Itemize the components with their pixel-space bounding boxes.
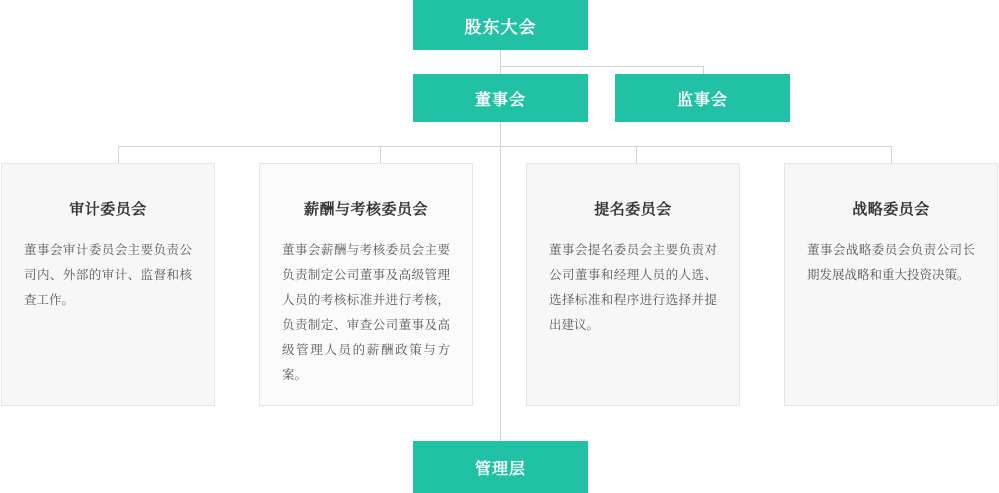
connector-committee-4-drop [891, 146, 892, 163]
committee-card-audit[interactable] [1, 163, 215, 406]
committee-description: 董事会战略委员会负责公司长期发展战略和重大投资决策。 [807, 242, 975, 282]
connector-board-trunk [500, 122, 501, 441]
connector-committee-1-drop [118, 146, 119, 163]
committee-title: 审计委员会 [69, 200, 147, 218]
node-board-of-directors[interactable]: 董事会 [413, 74, 588, 122]
connector-committee-3-drop [636, 146, 637, 163]
committee-card-strategy[interactable] [784, 163, 998, 406]
committee-title: 战略委员会 [852, 200, 930, 218]
connector-shareholders-down [500, 50, 501, 66]
connector-supervisors-down [703, 66, 704, 74]
node-shareholders-meeting[interactable]: 股东大会 [413, 0, 588, 50]
node-management[interactable]: 管理层 [413, 441, 588, 493]
committee-card-compensation[interactable] [259, 163, 473, 406]
connector-committee-bus [118, 146, 891, 147]
committee-title: 薪酬与考核委员会 [303, 200, 428, 218]
committee-card-nomination[interactable] [526, 163, 740, 406]
node-board-of-supervisors[interactable]: 监事会 [615, 74, 790, 122]
committee-description: 董事会审计委员会主要负责公司内、外部的审计、监督和核查工作。 [24, 242, 192, 307]
connector-committee-2-drop [380, 146, 381, 163]
connector-board-down [500, 66, 501, 74]
committee-description: 董事会提名委员会主要负责对公司董事和经理人员的人选、选择标准和程序进行选择并提出建议。 [549, 242, 717, 332]
committee-title: 提名委员会 [594, 200, 672, 218]
connector-level2-horizontal [500, 66, 703, 67]
committee-description: 董事会薪酬与考核委员会主要负责制定公司董事及高级管理人员的考核标准并进行考核，负责制定、审查公司董事及高级管理人员的薪酬政策与方案。 [282, 242, 450, 382]
